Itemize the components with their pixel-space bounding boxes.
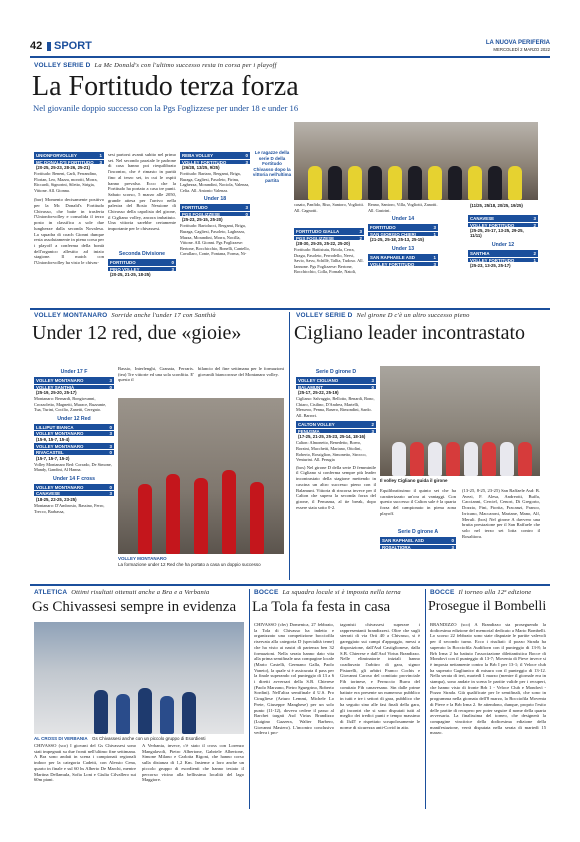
- montanaro-title: Under 12 red, due «gioie»: [32, 322, 242, 344]
- page-number: 42: [30, 40, 43, 52]
- section-marker: [47, 42, 51, 51]
- top-col-5: Reano, Santoro, Villa, Vogliotti, Zanotti. All. Gastrini. Under 14 FORTITUDO 3 SAN GIORGIO CHIERI 1 (21-25, 25-18, 25-13, 25-15) Under 13 SAN RAPHAELE ASD 1 VOLLEY FORTITUDO 3: [368, 202, 438, 267]
- atletica-caption: AL CROSS DI VERBANIA Gs Chivassesi anche con un piccolo gruppo di Esordienti: [34, 736, 206, 741]
- bocce2-kicker: BOCCE Il torneo alla 12ª edizione: [430, 589, 532, 596]
- atletica-kicker: ATLETICA Ottimi risultati ottenuti anche a Bra e a Verbania: [34, 589, 210, 596]
- paper-name: LA NUOVA PERIFERIA: [485, 40, 550, 46]
- atletica-title: Gs Chivassesi sempre in evidenza: [32, 599, 237, 615]
- page-header: [30, 40, 550, 53]
- top-col-4: FORTITUDO GIALLA 3 PGS FOGLIZZESE 2 (28-30, 25-25, 25-22, 25-20) Fortitudo: Battistutu, Briola, Cerra, Dragu, Fasoleto, Ferrodello, Nervi, Savio, Savu, Schillè, Tallia, Tudoso. All. Iannone. Pgs Foglizzese: Bertone, Bocchicchio, Colla, Fornale, Natoli,: [294, 229, 364, 275]
- atletica-col-1: CHIVASSO (sco) I giovani del Gs Chivassesi sono stati impegnati su due fronti nell'ultimo fine settimana. A Bra sono andati in scena i campionati regionali indoor per la categoria Cadetti, con Alessio Cena, quarto in finale e sul 60 hs Alberto De Marchi, mentre Martina Dellamula, Sofia Loni e Giulia Cilvallero sui 60m piani.: [34, 743, 136, 783]
- cigliano-team-photo: [380, 366, 540, 476]
- atletica-col-2: A Verbania, invece, c'è stato il cross con Lorenzo Mangalavoli, Pietro Albertone, Gabriele Albertone, Simone Milano e Carlotta Rigoni, che hanno corso sulla distanza di 1,2 Km. Insieme a loro anche un piccolo gruppo di esordienti che hanno testato il percorso vicino alla bellissima località del lago Maggiore.: [142, 743, 244, 783]
- top-team-photo: [294, 122, 538, 200]
- montanaro-col-3: bilancio del fine settimana per le formazioni giovanili biancorosse del Montanaro volley.: [198, 366, 284, 377]
- top-body-col1: (bor) Momento decisamente positivo per la Mc Donald's Fortitudo Chivasso, che batte in trasferta l'Unionforvolley e consolida il terzo posto in classifica a sole due lunghezze dalla seconda Novalesa. La squadra di coach Gionni dunque resta assolutamente in piena corsa per i playoff a conferma della bontà dell'organico allestito ad inizio stagione. Il match con l'Unionforvolley ha visto le chivas-: [34, 197, 104, 266]
- vrule-3: [425, 589, 426, 809]
- score-box-unionforvolley: UNIONFORVOLLEY 1 MC DONALD'S FORTITUDO 3: [36, 153, 102, 165]
- montanaro-caption: VOLLEY MONTANARO La formazione under 12 Red che ha portato a casa un doppio successo: [118, 556, 261, 567]
- bocce1-col-2: tagonisti chivassesi superare i rappresentanti brandizzesi. Oltre che sugli sterrati di via Orti 40 a Chivasso, si è gareggiato sui campi d'appoggio, messi a disposizione, dall'Asd Castiglionese, dalla S.B. Chierese e dall'Asd Virtus Brandizzo. Nelle eliminatorie iniziali hanno coadiuvato l'arbitro di gara, signor Pistarelli, gli arbitri Franco Cochis e Giovanni Caroso del comitato provinciale Fib torinese, e Ferruccio Burra del comitato Fib canavesano. Sin dalle prime battute era presente un numeroso pubblico in tutti e tre i settori di gara, pubblico che ha seguito sino alle fasi finali della gara, gli incontri che si sono disputati tutti al meglio dei tredici punti e tempo massimo di 1h45' e rispettato scrupolosamente le norme di sicurezza anti-Covid in atto.: [340, 622, 420, 730]
- top-col-3: REBA VOLLEY 0 VOLLEY FORTITUDO 3 (26/28, 13/25, 9/25) Fortitudo: Bartaro, Bergami, Briga, Buraga, Cagliesi, Fasoleto, Firinu, Laghezza, Morandini, Nociola, Valenza, Celia. All. Antonio Valenza. Under 18 FORTITUDO 3 PGS FOGLIZZESE 0 (25-23, 25-15, 25-20) Fortitudo: Bartolucci, Bergami, Briga, Buraga, Cagliesi, Fasoleto, Laghezza, Mazza, Morandini, Morra, Nocilla, Vittone. All. Gionni. Pgs Foglizzese: Bertone, Bocchicchio, Bonelli, Cantello, Cavallaro, Conte, Fontana, Forma, Ni-: [180, 153, 250, 257]
- top-photo-caption: Le ragazze della serie D della Fortitudo Chivasso dopo la vittoria nell'ultima partita: [252, 150, 292, 183]
- vrule-1: [289, 312, 290, 580]
- cigliano-col-2: Equilibratissimo il quinto set che ha caratterizzato un'ora ai vantaggi. Con questo successo il Calton sale è la quarta forza del campionato in piena zona playoff. Serie D girone A SAN RAPHAEL ASD 0 ROSALTIORA 3: [380, 488, 456, 550]
- top-col-1: UNIONFORVOLLEY 1 MC DONALD'S FORTITUDO 3 (20-25, 25-23, 28-26, 25-21) Fortitudo: Beneni, Carli, Ferrandino, Florian, Leo, Mazza, morotti, Morra, Riccardi, Signorini, Siletto, Strigia, Vittone. All. Gionna. (bor) Momento decisamente positivo per la Mc Donald's Fortitudo Chivasso, che batte in trasferta l'Unionforvolley e consolida il terzo posto in classifica a sole due lunghezze dalla seconda Novalesa. La squadra di coach Gionni dunque resta assolutamente in piena corsa per i playoff a conferma della bontà dell'organico allestito ad inizio stagione. Il match con l'Unionforvolley ha visto le chivas-: [34, 152, 104, 279]
- bocce1-title: La Tola fa festa in casa: [252, 599, 391, 615]
- cigliano-col-3: (13-25, 8-25, 23-25) San Raffaele Asd: B. Avezi, F. Alesa, Andreotti, Buffa, Caccianni, Cerciel, Cenori, Di Gregorio, Dozzio, Fini, Fiorita, Fracanzi, Franco, Irricano, Maccaroni, Mariane, Mano, Alf, Meruli. (bos) Nel girone A davvero una brutta prestazione per il San Raffaele che solo nel terzo set lotta contro il Rosaltiora.: [462, 488, 540, 539]
- bocce1-col-1: CHIVASSO (chv) Domenica, 27 febbraio, la Tola di Chivasso ha indetto e organizzato una competizione bocciofila riservata alla categoria D (specialità terne) che ha visto ai nastri di partenza ben 32 formazioni. Nella serata hanno dato vita alla prima semifinale una compagine locale (Mario Castelli, Germano Galla, Paolo Vaneto), la quale si è assicurata il pass per la finale superando col punteggio di 13 a 6 i diretti avversari della S.B. Chierese (Paolo Marzano, Pietro Sguegrino, Roberto Sordini). Nell'altra semifinale il U.S. Pro Cirugliese (Arturo Lemmi, Michele Lo Prete, Giuseppe Manghese) per un solo punto (11-12), doveva cedere il passo al Barchet targati Asd Virtus Brandizzo (Luigino Gazzera, Walter Barbero, Giovanni Masiero). L'incontro conclusivo vedeva i pro-: [254, 622, 334, 736]
- score-box-u16: FORTITUDO GIALLA 3 PGS FOGLIZZESE 2: [296, 229, 362, 241]
- montanaro-team-photo: [118, 398, 284, 554]
- montanaro-col-1: Under 17 F VOLLEY MONTANARO 3 VOLLEY SANTHIÀ 0 (25-19, 25-20, 25-17) Montanaro: Bernardi, Bongiovanni, Crozzoletto, Magnetti, Murace, Ruzzante, Tua, Turini, Cocilio, Zanetti, Ceregato. Under 12 Red LILLIPUT BIANCA 0 VOLLEY MONTANARO 3 (15-9, 15-7, 15-4) VOLLEY MONTANARO 3 RIVACASTEL 0 (15-7, 15-7, 15-2) Volley Montanaro Red: Corrado, De Simone, Mandy, Gandini, Al Hanna. Under 14 F cross VOLLEY MONTANARO 0 CANAVESE 3 (18-25, 22-25, 23-25) Montanaro: D'Ambrosio, Bassino, Ferro, Trecco, Barbassa,: [34, 369, 112, 514]
- score-box-canavese: CANAVESE 3 VOLLEY FORTITUDO 2: [470, 216, 536, 228]
- top-title: La Fortitudo terza forza: [32, 71, 299, 102]
- score-box-u14: FORTITUDO 3 SAN GIORGIO CHIERI 1: [370, 225, 436, 237]
- cigliano-col-1: Serie D girone D VOLLEY CIGLIANO 3 BALAMUNT 0 (25-17, 25-22, 25-19) Cigliano: Salvaggio, Bellotto, Benardi, Bono, Chiaro, Cisilino, D'Andrea, Martelli, Messeoo, Penna, Rasero, Rimondini, Sardo. All. Barrori. CALTON VOLLEY 2 FENUSMA 3 (17-25, 21-25, 25-23, 25-14, 18-16) Calton: Almonetto, Benedetto, Boero, Borzini, Macchetti, Mariano, Ottolini, Roberto, Rossiglion, Simonetto, Strocco, Venturini. All. Perugia (bos) Nel girone D della serie D femminile il Cigliano si conferma sempre più leader incontrastato della stagione mettendo in cascina un altro successo pieno con il Balamunt. Vittoria di rincorsa invece per il Calton che supera la seconda forza del girone, il Fenusma, al tie break, dopo essere stata sotto 0-2.: [296, 369, 376, 510]
- top-col-2: sesi partorsi avanti subito nel primo set. Nel secondo parziale le padrone di casa hanno poi riequilibrato l'incontro, che è rimasto in parità fino al terzo set, in cui le ospiti hanno prevalso. Ecco che la Fortitudo ha portato a casa tre punti. Sabato scorso, 5 marzo alle 2050, grande attesa per l'arrivo nella palestra del Bosio Nessione di Chivasso della capolista del girone, il Cigliano volley, ancora imbattuto. Una vittoria sarebbe certamente importante per le chivassesi. Seconda Divisione FORTITUDO 0 PINO VOLLEY 3 (20-25, 21-25, 18-25): [108, 152, 176, 277]
- cigliano-kicker: VOLLEY SERIE D Nel girone D c'è un altro successo pieno: [296, 312, 470, 319]
- top-kicker: VOLLEY SERIE D La Mc Donald's con l'ultimo successo resta in corsa per i playoff: [34, 62, 277, 69]
- score-box-santhia: SANTHIA 2 VOLLEY FORTITUDO 1: [470, 251, 536, 263]
- team-figures: [294, 122, 538, 200]
- mid-names-1: casato, Panfido, Riso, Santoro, Vogliotti. All. Cagnotti.: [294, 202, 364, 213]
- score-box-seconda: FORTITUDO 0 PINO VOLLEY 3: [110, 260, 174, 272]
- header-rule: [30, 56, 550, 58]
- montanaro-kicker: VOLLEY MONTANARO Sorride anche l'under 17 con Santhià: [34, 312, 216, 319]
- section-label: SPORT: [54, 40, 92, 52]
- atletica-photo: [34, 622, 244, 734]
- score-box-u18: FORTITUDO 3 PGS FOGLIZZESE 0: [182, 205, 248, 217]
- score-box-reba: REBA VOLLEY 0 VOLLEY FORTITUDO 3: [182, 153, 248, 165]
- cigliano-title: Cigliano leader incontrastato: [294, 322, 526, 344]
- bocce2-title: Prosegue il Bombelli: [428, 599, 547, 614]
- bocce1-kicker: BOCCE La squadra locale si è imposta nella terna: [254, 589, 401, 596]
- issue-date: MERCOLEDÌ 2 MARZO 2022: [493, 47, 550, 52]
- top-body-col2: sesi partorsi avanti subito nel primo set. Nel secondo parziale le padrone di casa hanno poi riequilibrato l'incontro, che è rimasto in parità fino al terzo set, in cui le ospiti hanno prevalso. Ecco che la Fortitudo ha portato a casa tre punti. Sabato scorso, 5 marzo alle 2050, grande attesa per l'arrivo nella palestra del Bosio Nessione di Chivasso della capolista del girone, il Cigliano volley, ancora imbattuto. Una vittoria sarebbe certamente importante per le chivassesi.: [108, 152, 176, 232]
- top-subtitle: Nel giovanile doppio successo con la Pgs Foglizzese per under 18 e under 16: [33, 103, 299, 113]
- score-box-u13: SAN RAPHAELE ASD 1 VOLLEY FORTITUDO 3: [370, 255, 436, 267]
- bocce2-col-1: BRANDIZZO (sco) A Brandizzo sta proseguendo la dodicesima edizione del memorial dedicato a Mario Bombelli. Lo scorso 22 febbraio sono state disputate le partite valevoli per il secondo turno. Ecco i risultati: il pozzo Strada ha superato la Bocciofila Audifiorn con il punteggio di 13-8; la Brb Irma 2 ha battuto l'associazione dilettantistica Bocce di Mondovì con il punteggio di 13-7; Moventa di Pieve invece si è imposta nettamente contro la Brb I per 13-1; il Veloce club ha superato Gagliunico di misura con il punteggio di 13-12. Nella serata di ieri, martedì 1 marzo (mentre il giornale era in stampa), sono andate in scena le partite valide per i recuperi, che hanno visto di fronte Brb 1 - Veloce Club e Mondovì - Pozzo Strada. Già qualificate per le semifinali, che sono in programma nella giornata dell'8 marzo, la Bocciofila Moventa di Pieve e la Brb Irma 2. Se attendono, dunque, proprio l'esito delle partite di recupero per poter seguire il nome della quarta avversaria. La finalissima del torneo, che designerà la compagine vincitrice della dodicesima edizione della manifestazione, verrà disputata nella serata di martedì 15 marzo.: [430, 622, 546, 736]
- rule-1: [30, 308, 550, 310]
- cigliano-caption: Il volley Cigliano guida il girone: [380, 478, 448, 483]
- top-col-6: (11/25, 25/18, 20/25, 19/25) CANAVESE 3 VOLLEY FORTITUDO 2 (25-25, 25-17, 13-25, 29-25, 11/11) Under 12 SANTHIA 2 VOLLEY FORTITUDO 1 (25-23, 13-25, 25-17): [470, 203, 536, 268]
- montanaro-col-2: Bassio, Interlenghi, Granata, Ferraris. (tea) Tre vittorie ed una sola sconfitta. E' questo il: [118, 366, 194, 383]
- vrule-2: [249, 589, 250, 809]
- rule-2: [30, 584, 550, 586]
